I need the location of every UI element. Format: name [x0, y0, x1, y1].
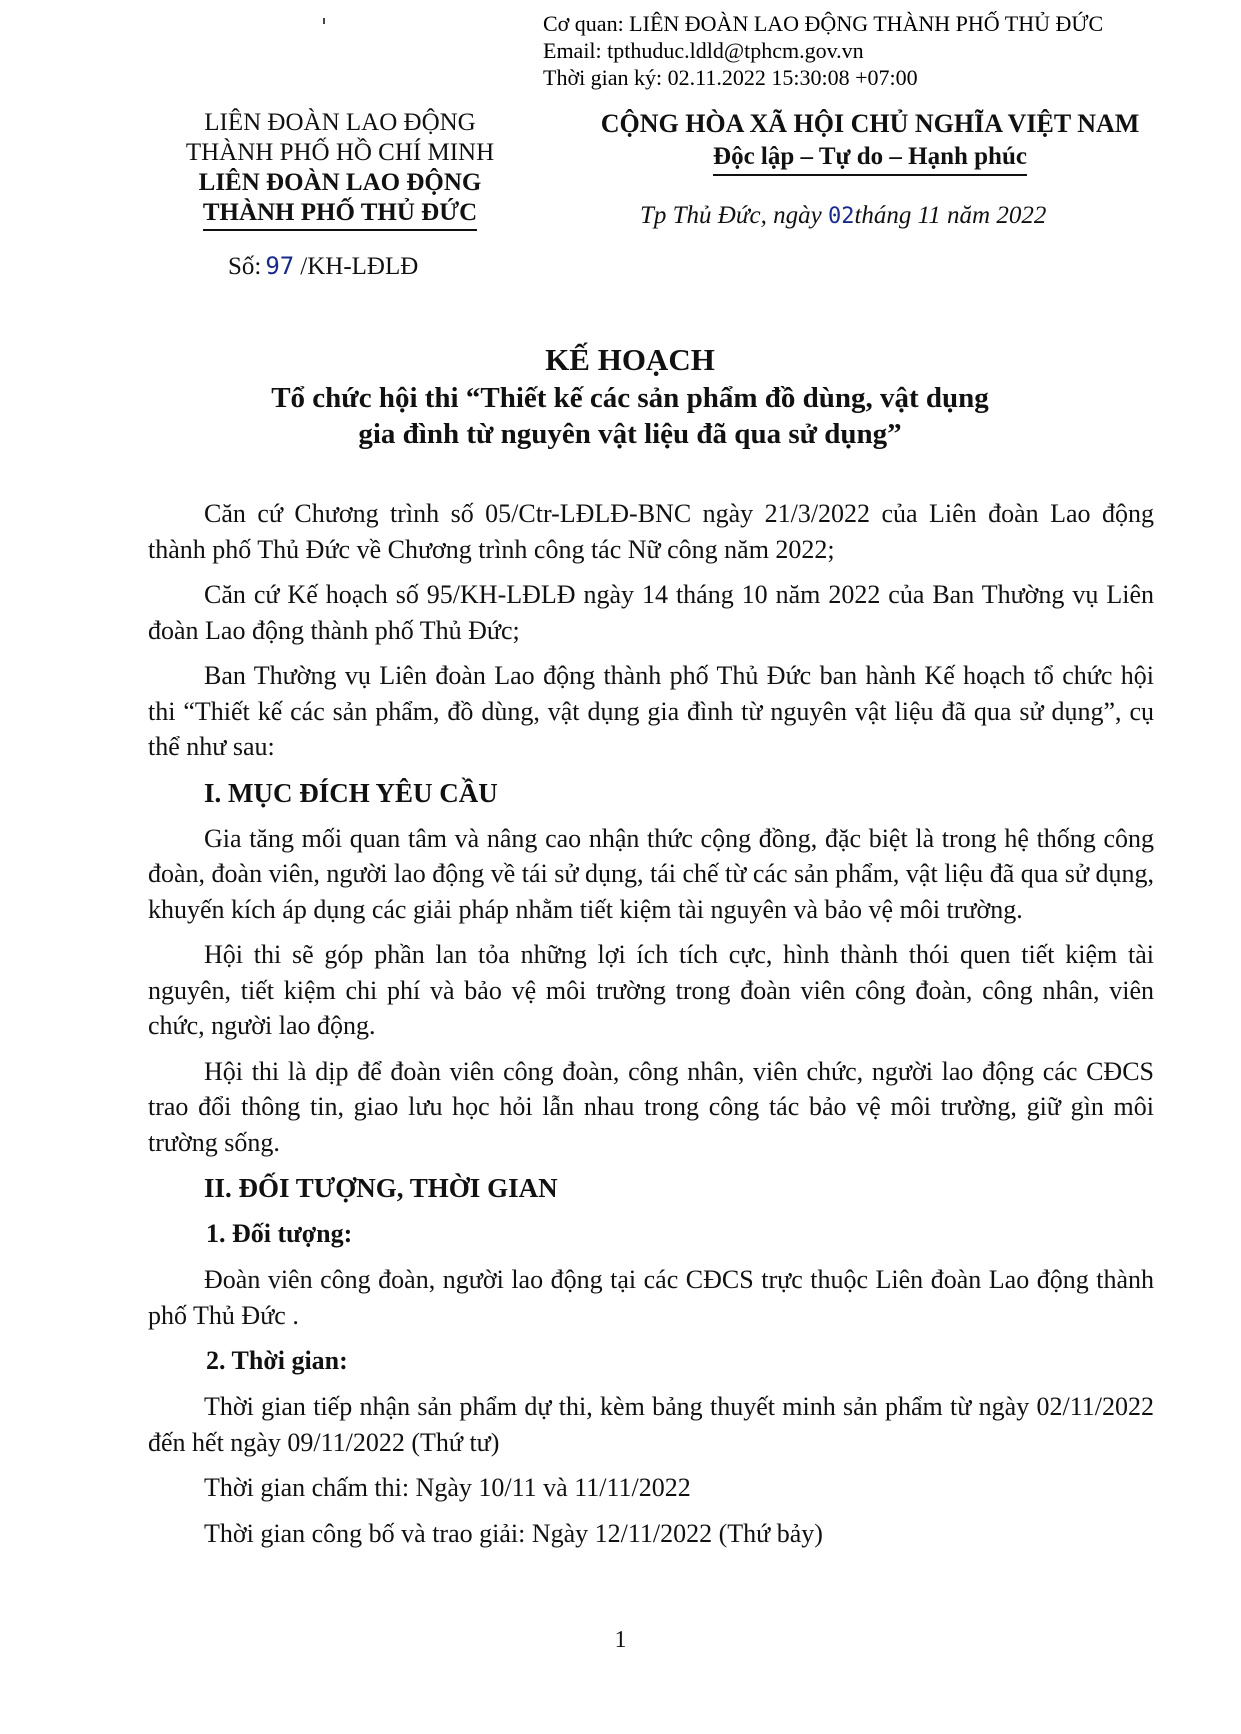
section-heading-purpose: I. MỤC ĐÍCH YÊU CẦU [204, 777, 498, 808]
document-body [148, 496, 1154, 1561]
doc-number-handwritten: 97 [265, 252, 295, 280]
doc-number-prefix: Số: [228, 253, 262, 280]
doc-number-suffix: /KH-LĐLĐ [300, 253, 419, 280]
document-number [228, 252, 418, 281]
subsection-heading-time: 2. Thời gian: [206, 1346, 348, 1375]
paragraph-purpose-1: Gia tăng mối quan tâm và nâng cao nhận thức cộng đồng, đặc biệt là trong hệ thống công đoàn, đoàn viên, người lao động về tái sử dụng, tái chế từ các sản phẩm, vật liệu đã qua sử dụng, khuyến kích áp dụng các giải pháp nhằm tiết kiệm tài nguyên và bảo vệ môi trường. [148, 823, 1154, 924]
document-title [180, 340, 1080, 452]
nation-name: CỘNG HÒA XÃ HỘI CHỦ NGHĨA VIỆT NAM [600, 109, 1140, 138]
agency-line-3: LIÊN ĐOÀN LAO ĐỘNG [198, 169, 482, 196]
document-date [640, 202, 1046, 230]
scan-mark [323, 18, 325, 24]
page-number: 1 [614, 1627, 627, 1653]
agency-line-1: LIÊN ĐOÀN LAO ĐỘNG [204, 109, 476, 136]
date-suffix: tháng 11 năm 2022 [854, 202, 1047, 229]
title-sub-2: gia đình từ nguyên vật liệu đã qua sử dụng” [358, 418, 902, 450]
paragraph-basis-1: Căn cứ Chương trình số 05/Ctr-LĐLĐ-BNC ngày 21/3/2022 của Liên đoàn Lao động thành phố Thủ Đức về Chương trình công tác Nữ công năm 2022; [148, 499, 1154, 564]
paragraph-time-1: Thời gian tiếp nhận sản phẩm dự thi, kèm bảng thuyết minh sản phẩm từ ngày 02/11/2022 đến hết ngày 09/11/2022 (Thứ tư) [148, 1392, 1154, 1457]
national-motto: Độc lập – Tự do – Hạnh phúc [713, 141, 1027, 176]
date-prefix: Tp Thủ Đức, ngày [640, 202, 822, 229]
signature-agency: Cơ quan: LIÊN ĐOÀN LAO ĐỘNG THÀNH PHỐ THỦ ĐỨC [543, 11, 1104, 36]
section-heading-subjects-time: II. ĐỐI TƯỢNG, THỜI GIAN [204, 1173, 558, 1203]
agency-line-2: THÀNH PHỐ HỒ CHÍ MINH [185, 139, 495, 166]
paragraph-intro: Ban Thường vụ Liên đoàn Lao động thành phố Thủ Đức ban hành Kế hoạch tổ chức hội thi “Thiết kế các sản phẩm, đồ dùng, vật dụng gia đình từ nguyên vật liệu đã qua sử dụng”, cụ thể như sau: [148, 661, 1154, 761]
issuing-agency-header [170, 108, 510, 231]
paragraph-basis-2: Căn cứ Kế hoạch số 95/KH-LĐLĐ ngày 14 tháng 10 năm 2022 của Ban Thường vụ Liên đoàn Lao động thành phố Thủ Đức; [148, 580, 1154, 645]
paragraph-subjects: Đoàn viên công đoàn, người lao động tại các CĐCS trực thuộc Liên đoàn Lao động thành phố Thủ Đức . [148, 1265, 1154, 1330]
paragraph-time-2: Thời gian chấm thi: Ngày 10/11 và 11/11/2022 [204, 1473, 691, 1502]
signature-email: Email: tpthuduc.ldld@tphcm.gov.vn [543, 38, 864, 63]
subsection-heading-subjects: 1. Đối tượng: [206, 1219, 353, 1248]
agency-line-4: THÀNH PHỐ THỦ ĐỨC [203, 198, 477, 231]
title-sub-1: Tổ chức hội thi “Thiết kế các sản phẩm đồ dùng, vật dụng [271, 382, 989, 414]
title-main: KẾ HOẠCH [545, 342, 715, 377]
national-header [560, 108, 1180, 176]
date-day-handwritten: 02 [827, 204, 855, 229]
paragraph-time-3: Thời gian công bố và trao giải: Ngày 12/11/2022 (Thứ bảy) [204, 1518, 823, 1548]
signature-time: Thời gian ký: 02.11.2022 15:30:08 +07:00 [543, 65, 918, 90]
digital-signature-block [543, 10, 1103, 91]
paragraph-purpose-2: Hội thi sẽ góp phần lan tỏa những lợi ích tích cực, hình thành thói quen tiết kiệm tài nguyên, tiết kiệm chi phí và bảo vệ môi trường trong đoàn viên công đoàn, công nhân, viên chức, người lao động. [148, 940, 1154, 1040]
paragraph-purpose-3: Hội thi là dịp để đoàn viên công đoàn, công nhân, viên chức, người lao động các CĐCS trao đổi thông tin, giao lưu học hỏi lẫn nhau trong công tác bảo vệ môi trường, giữ gìn môi trường sống. [148, 1056, 1154, 1157]
